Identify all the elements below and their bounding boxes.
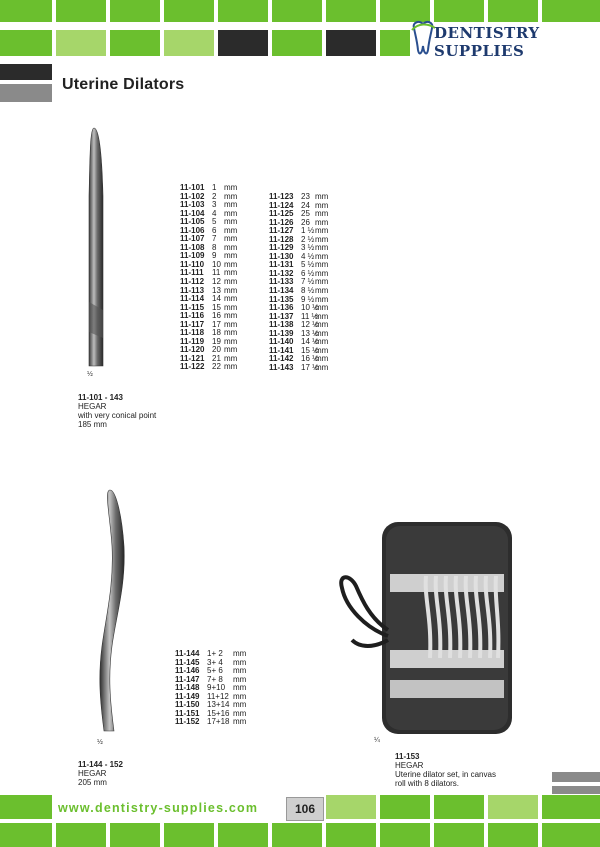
size-unit: mm — [224, 225, 238, 235]
size-unit: mm — [224, 242, 238, 252]
product-code: 11-119 — [180, 336, 205, 346]
size-unit: mm — [224, 251, 238, 261]
size-value: 7 ½ — [301, 277, 315, 287]
product-code: 11-104 — [180, 208, 205, 218]
size-unit: mm — [224, 311, 238, 321]
product-code: 11-148 — [175, 683, 200, 693]
size-unit: mm — [224, 183, 238, 192]
size-value: 10 — [212, 259, 221, 269]
product-code: 11-129 — [269, 243, 294, 253]
size-value: 4 — [212, 208, 217, 218]
size-unit: mm — [224, 328, 238, 338]
website-url: www.dentistry-supplies.com — [58, 801, 259, 815]
product-code: 11-120 — [180, 345, 205, 355]
decor-tile-right — [552, 772, 600, 782]
product-code: 11-132 — [269, 268, 294, 278]
canvas-roll-set-image — [326, 518, 522, 738]
caption-3-code: 11-153 — [395, 752, 420, 761]
size-unit: mm — [233, 700, 247, 710]
size-unit: mm — [315, 226, 329, 236]
page-number: 106 — [286, 797, 324, 821]
product-code: 11-152 — [175, 717, 200, 727]
product-code: 11-112 — [180, 277, 205, 287]
product-code: 11-106 — [180, 225, 205, 235]
product-code: 11-122 — [180, 362, 205, 372]
size-unit: mm — [315, 217, 329, 227]
size-unit: mm — [224, 268, 238, 278]
size-unit: mm — [233, 649, 247, 658]
product-code: 11-125 — [269, 209, 294, 219]
size-value: 1 — [212, 183, 217, 192]
size-unit: mm — [224, 294, 238, 304]
size-unit: mm — [224, 217, 238, 227]
product-code: 11-113 — [180, 285, 205, 295]
logo-text-line2: SUPPLIES — [434, 42, 525, 60]
size-unit: mm — [224, 285, 238, 295]
caption-3-name: HEGAR — [395, 761, 424, 770]
size-value: 20 — [212, 345, 221, 355]
size-value: 6 — [212, 225, 217, 235]
size-value: 15 ½ — [301, 345, 319, 355]
product-code: 11-147 — [175, 674, 200, 684]
product-code: 11-143 — [269, 362, 294, 372]
size-value: 19 — [212, 336, 221, 346]
size-value: 12 — [212, 277, 221, 287]
size-unit: mm — [315, 200, 329, 210]
size-unit: mm — [315, 286, 329, 296]
size-value: 14 — [212, 294, 221, 304]
size-unit: mm — [315, 277, 329, 287]
size-value: 7+ 8 — [207, 674, 223, 684]
size-value: 7 — [212, 234, 217, 244]
product-code: 11-133 — [269, 277, 294, 287]
product-code: 11-101 — [180, 183, 205, 192]
size-value: 12 ½ — [301, 320, 319, 330]
size-value: 8 ½ — [301, 286, 315, 296]
product-code: 11-103 — [180, 200, 205, 210]
logo-text-line1: DENTISTRY — [434, 24, 540, 42]
size-value: 9+10 — [207, 683, 226, 693]
size-unit: mm — [224, 336, 238, 346]
size-value: 3 ½ — [301, 243, 315, 253]
size-unit: mm — [233, 666, 247, 676]
size-unit: mm — [224, 234, 238, 244]
product-code: 11-146 — [175, 666, 200, 676]
product-code: 11-139 — [269, 328, 294, 338]
caption-2 — [78, 760, 123, 787]
product-code: 11-128 — [269, 234, 294, 244]
size-value: 21 — [212, 353, 221, 363]
size-unit: mm — [224, 191, 238, 201]
size-unit: mm — [233, 691, 247, 701]
size-unit: mm — [224, 353, 238, 363]
product-code: 11-138 — [269, 320, 294, 330]
scale-label-1: ½ — [87, 371, 93, 378]
size-unit: mm — [315, 303, 329, 313]
product-code: 11-145 — [175, 657, 200, 667]
size-value: 17 ½ — [301, 362, 319, 372]
tooth-icon — [410, 20, 436, 60]
product-code: 11-150 — [175, 700, 200, 710]
caption-3-desc2: roll with 8 dilators. — [395, 779, 460, 788]
size-value: 3+ 4 — [207, 657, 223, 667]
size-value: 10 ½ — [301, 303, 319, 313]
caption-2-code: 11-144 - 152 — [78, 760, 123, 769]
product-code: 11-144 — [175, 649, 200, 658]
product-code: 11-130 — [269, 251, 294, 261]
caption-1-desc: with very conical point — [78, 411, 157, 420]
size-unit: mm — [224, 319, 238, 329]
size-value: 15+16 — [207, 708, 230, 718]
size-value: 5+ 6 — [207, 666, 223, 676]
size-value: 13+14 — [207, 700, 230, 710]
size-unit: mm — [315, 328, 329, 338]
decor-tile-right2 — [552, 786, 600, 794]
product-code: 11-151 — [175, 708, 200, 718]
size-value: 5 — [212, 217, 217, 227]
size-value: 8 — [212, 242, 217, 252]
size-unit: mm — [315, 260, 329, 270]
size-value: 26 — [301, 217, 310, 227]
size-value: 1+ 2 — [207, 649, 223, 658]
size-unit: mm — [233, 674, 247, 684]
product-code: 11-123 — [269, 192, 294, 201]
product-code: 11-117 — [180, 319, 205, 329]
size-value: 11 ½ — [301, 311, 319, 321]
hegar-dilator-straight-image — [76, 126, 116, 376]
size-value: 18 — [212, 328, 221, 338]
size-unit: mm — [224, 345, 238, 355]
product-code: 11-135 — [269, 294, 294, 304]
size-unit: mm — [233, 717, 247, 727]
product-code: 11-142 — [269, 354, 294, 364]
size-value: 2 — [212, 191, 217, 201]
product-code: 11-126 — [269, 217, 294, 227]
hegar-dilator-curved-image — [86, 486, 136, 736]
product-code: 11-105 — [180, 217, 205, 227]
product-code: 11-127 — [269, 226, 294, 236]
size-value: 9 — [212, 251, 217, 261]
size-unit: mm — [233, 683, 247, 693]
size-unit: mm — [224, 259, 238, 269]
size-unit: mm — [224, 362, 238, 372]
scale-label-3: ¼ — [374, 737, 380, 744]
size-value: 24 — [301, 200, 310, 210]
size-value: 25 — [301, 209, 310, 219]
size-unit: mm — [315, 192, 329, 201]
size-value: 11 — [212, 268, 221, 278]
caption-2-name: HEGAR — [78, 769, 107, 778]
size-row — [269, 364, 328, 373]
product-code: 11-116 — [180, 311, 205, 321]
size-value: 13 ½ — [301, 328, 319, 338]
size-value: 5 ½ — [301, 260, 315, 270]
size-unit: mm — [224, 200, 238, 210]
size-value: 14 ½ — [301, 337, 319, 347]
size-row — [180, 363, 237, 372]
product-code: 11-107 — [180, 234, 205, 244]
page-title: Uterine Dilators — [62, 76, 185, 93]
product-code: 11-110 — [180, 259, 205, 269]
size-value: 17 — [212, 319, 221, 329]
size-value: 4 ½ — [301, 251, 315, 261]
size-unit: mm — [233, 708, 247, 718]
caption-1-code: 11-101 - 143 — [78, 393, 123, 402]
size-unit: mm — [224, 277, 238, 287]
size-unit: mm — [315, 243, 329, 253]
size-unit: mm — [315, 354, 329, 364]
size-value: 16 ½ — [301, 354, 319, 364]
size-value: 22 — [212, 362, 221, 372]
size-unit: mm — [315, 209, 329, 219]
size-value: 11+12 — [207, 691, 229, 701]
size-value: 13 — [212, 285, 221, 295]
product-code: 11-121 — [180, 353, 205, 363]
size-unit: mm — [315, 234, 329, 244]
product-code: 11-136 — [269, 303, 294, 313]
product-code: 11-118 — [180, 328, 205, 338]
size-unit: mm — [224, 302, 238, 312]
caption-1-name: HEGAR — [78, 402, 107, 411]
product-code: 11-102 — [180, 191, 205, 201]
size-table-col1 — [180, 184, 237, 372]
scale-label-2: ½ — [97, 739, 103, 746]
product-code: 11-111 — [180, 268, 204, 278]
size-unit: mm — [315, 268, 329, 278]
size-unit: mm — [315, 345, 329, 355]
size-unit: mm — [315, 320, 329, 330]
caption-2-length: 205 mm — [78, 778, 107, 787]
size-value: 23 — [301, 192, 310, 201]
product-code: 11-149 — [175, 691, 200, 701]
product-code: 11-140 — [269, 337, 294, 347]
size-value: 6 ½ — [301, 268, 315, 278]
product-code: 11-141 — [269, 345, 294, 355]
product-code: 11-124 — [269, 200, 294, 210]
product-code: 11-131 — [269, 260, 294, 270]
product-code: 11-137 — [269, 311, 294, 321]
size-value: 3 — [212, 200, 217, 210]
caption-3-desc1: Uterine dilator set, in canvas — [395, 770, 496, 779]
size-unit: mm — [233, 657, 247, 667]
size-unit: mm — [315, 294, 329, 304]
caption-1 — [78, 393, 156, 429]
size-unit: mm — [224, 208, 238, 218]
size-table-col2 — [269, 193, 328, 372]
company-logo — [410, 20, 560, 74]
product-code: 11-108 — [180, 242, 205, 252]
caption-1-length: 185 mm — [78, 420, 107, 429]
size-value: 17+18 — [207, 717, 230, 727]
size-value: 1 ½ — [301, 226, 315, 236]
size-value: 2 ½ — [301, 234, 315, 244]
product-code: 11-115 — [180, 302, 205, 312]
product-code: 11-134 — [269, 286, 294, 296]
size-row — [175, 718, 246, 727]
size-unit: mm — [315, 337, 329, 347]
caption-3 — [395, 752, 496, 788]
size-value: 15 — [212, 302, 221, 312]
size-unit: mm — [315, 311, 329, 321]
size-unit: mm — [315, 362, 329, 372]
product-code: 11-114 — [180, 294, 205, 304]
size-value: 16 — [212, 311, 221, 321]
size-unit: mm — [315, 251, 329, 261]
size-value: 9 ½ — [301, 294, 315, 304]
product-code: 11-109 — [180, 251, 205, 261]
size-table-col3 — [175, 650, 246, 727]
